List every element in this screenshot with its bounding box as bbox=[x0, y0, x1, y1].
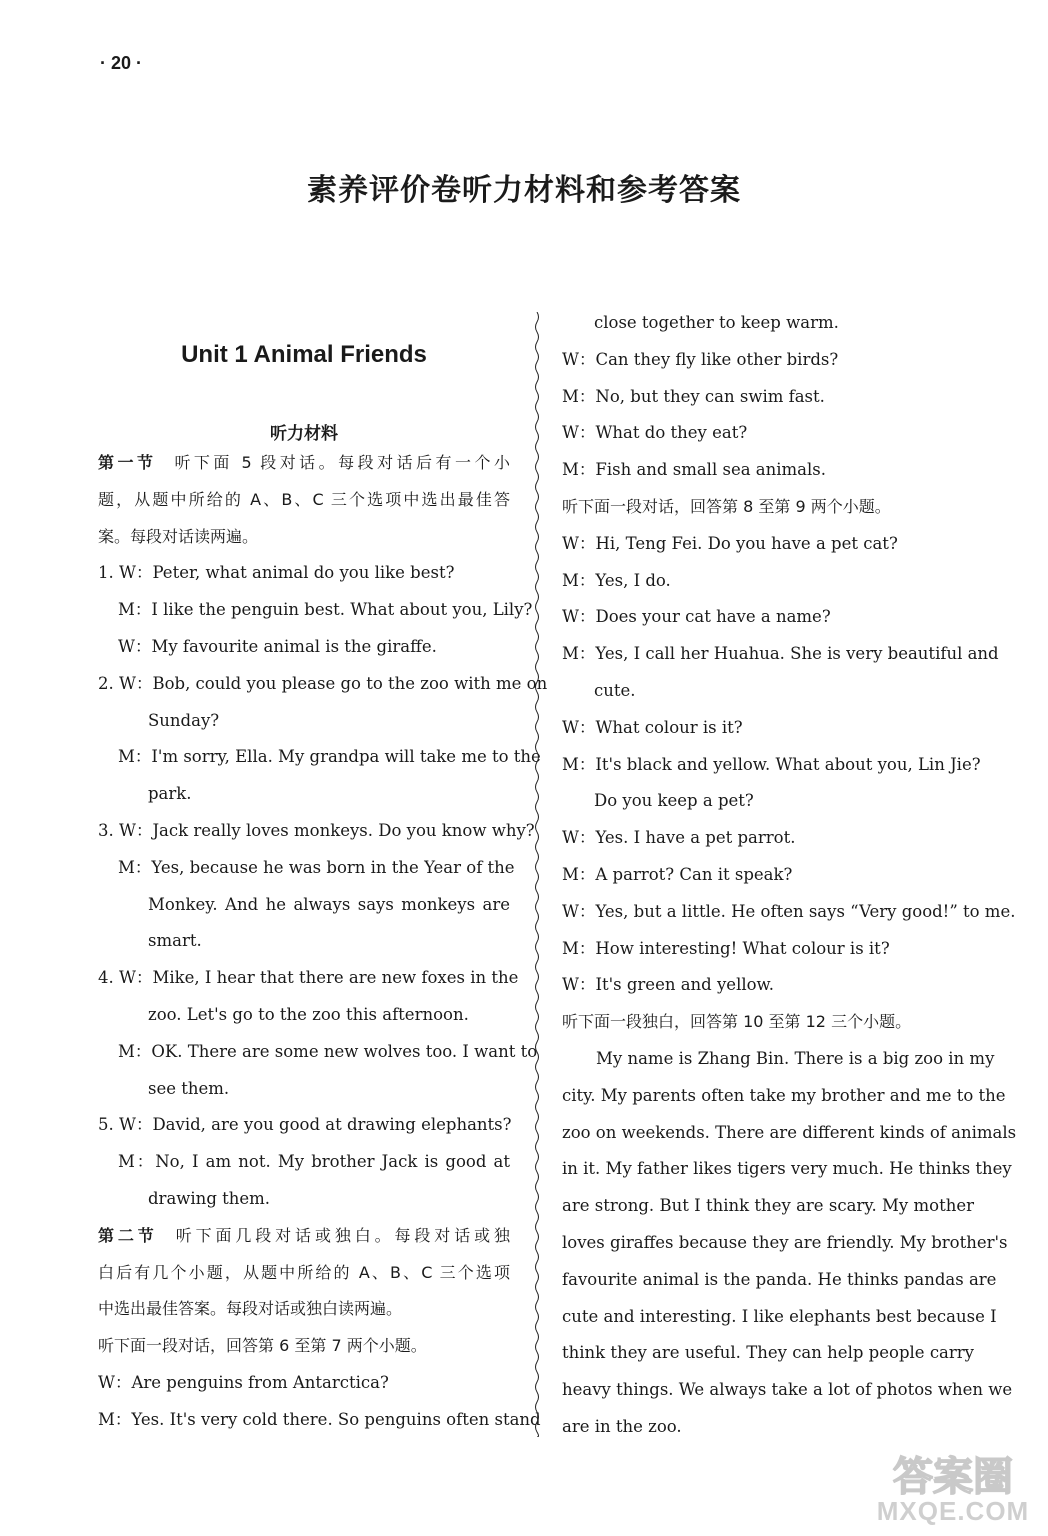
dialogue-line: W：Yes, but a little. He often says “Very good!” to me. bbox=[562, 901, 1016, 921]
monologue-line: favourite animal is the panda. He thinks pandas are bbox=[562, 1269, 997, 1289]
dialogue-line: M：Yes, I do. bbox=[562, 570, 671, 590]
monologue-line: city. My parents often take my brother and me to the bbox=[562, 1085, 1006, 1105]
dialogue-line: 2. W：Bob, could you please go to the zoo with me on bbox=[98, 673, 548, 693]
section-label: 第一节 bbox=[98, 453, 157, 472]
left-column bbox=[98, 305, 548, 1439]
instruction-line: 听下面一段对话，回答第 8 至第 9 两个小题。 bbox=[562, 496, 891, 516]
dialogue-line: 4. W：Mike, I hear that there are new foxes in the bbox=[98, 968, 519, 988]
dialogue-line: M：OK. There are some new wolves too. I want to bbox=[118, 1041, 538, 1061]
dialogue-line: M：No, I am not. My brother Jack is good at bbox=[118, 1152, 510, 1172]
dialogue-line: M：It's black and yellow. What about you, Lin Jie? bbox=[562, 754, 981, 774]
monologue-line: think they are useful. They can help people carry bbox=[562, 1343, 974, 1363]
dialogue-line: W：What colour is it? bbox=[562, 717, 743, 737]
dialogue-line: close together to keep warm. bbox=[594, 313, 839, 332]
watermark-logo bbox=[868, 1452, 1038, 1532]
monologue-line: My name is Zhang Bin. There is a big zoo in my bbox=[596, 1048, 995, 1068]
dialogue-line: park. bbox=[148, 784, 192, 804]
instruction-line: 第一节 听下面 5 段对话。每段对话后有一个小 bbox=[98, 453, 510, 472]
dialogue-line: M：No, but they can swim fast. bbox=[562, 386, 825, 406]
watermark-text: MXQE.COM bbox=[876, 1496, 1030, 1526]
dialogue-line: M：Fish and small sea animals. bbox=[562, 460, 827, 480]
dialogue-line: Do you keep a pet? bbox=[594, 791, 754, 811]
svg-text:答案圈: 答案圈 bbox=[893, 1454, 1013, 1500]
dialogue-line: W：Hi, Teng Fei. Do you have a pet cat? bbox=[562, 533, 898, 553]
dialogue-line: W：What do they eat? bbox=[562, 423, 748, 443]
dialogue-line: cute. bbox=[594, 680, 636, 700]
dialogue-line: W：Can they fly like other birds? bbox=[562, 349, 839, 369]
dialogue-line: W：It's green and yellow. bbox=[562, 975, 774, 995]
monologue-line: are strong. But I think they are scary. My mother bbox=[562, 1196, 974, 1216]
unit-title: Unit 1 Animal Friends bbox=[181, 341, 427, 368]
page-number: · 20 · bbox=[100, 53, 143, 73]
dialogue-line: drawing them. bbox=[148, 1188, 271, 1208]
dialogue-line: smart. bbox=[148, 931, 202, 951]
dialogue-line: M：Yes, because he was born in the Year of the bbox=[118, 857, 515, 877]
dialogue-line: W：Are penguins from Antarctica? bbox=[98, 1372, 389, 1392]
instruction-line: 听下面一段对话，回答第 6 至第 7 两个小题。 bbox=[98, 1336, 427, 1356]
monologue-line: heavy things. We always take a lot of photos when we bbox=[562, 1380, 1013, 1400]
dialogue-line: see them. bbox=[148, 1078, 230, 1098]
dialogue-line: M：A parrot? Can it speak? bbox=[562, 864, 793, 884]
instruction-line: 中选出最佳答案。每段对话或独白读两遍。 bbox=[98, 1299, 403, 1319]
instruction-line: 白后有几个小题，从题中所给的 A、B、C 三个选项 bbox=[98, 1262, 510, 1282]
monologue-line: loves giraffes because they are friendly. My brother's bbox=[562, 1232, 1008, 1252]
dialogue-line: M：Yes. It's very cold there. So penguins often stand bbox=[98, 1409, 541, 1429]
dialogue-line: M：I'm sorry, Ella. My grandpa will take me to the bbox=[118, 747, 541, 767]
dialogue-line: W：My favourite animal is the giraffe. bbox=[118, 636, 437, 656]
column-divider bbox=[533, 312, 541, 1437]
instruction-line: 第二节 听下面几段对话或独白。每段对话或独 bbox=[98, 1225, 510, 1245]
watermark-glyphs-icon bbox=[868, 1452, 1038, 1500]
right-column bbox=[562, 305, 1017, 1446]
dialogue-line: 1. W：Peter, what animal do you like best? bbox=[98, 563, 455, 583]
dialogue-line: M：Yes, I call her Huahua. She is very beautiful and bbox=[562, 644, 999, 664]
section-label: 第二节 bbox=[98, 1225, 158, 1245]
dialogue-line: 3. W：Jack really loves monkeys. Do you know why? bbox=[98, 820, 535, 840]
monologue-line: are in the zoo. bbox=[562, 1416, 682, 1436]
dialogue-line: M：I like the penguin best. What about you, Lily? bbox=[118, 600, 533, 620]
page-title: 素养评价卷听力材料和参考答案 bbox=[307, 173, 741, 208]
dialogue-line: Monkey. And he always says monkeys are bbox=[148, 894, 510, 914]
instruction-line: 听下面一段独白，回答第 10 至第 12 三个小题。 bbox=[562, 1012, 912, 1032]
section-title: 听力材料 bbox=[270, 424, 338, 444]
dialogue-line: Sunday? bbox=[148, 710, 220, 730]
dialogue-line: 5. W：David, are you good at drawing elephants? bbox=[98, 1115, 512, 1135]
dialogue-line: W：Does your cat have a name? bbox=[562, 607, 831, 627]
dialogue-line: W：Yes. I have a pet parrot. bbox=[562, 828, 796, 848]
instruction-line: 题，从题中所给的 A、B、C 三个选项中选出最佳答 bbox=[98, 489, 510, 509]
instruction-line: 案。每段对话读两遍。 bbox=[98, 526, 259, 546]
monologue-line: cute and interesting. I like elephants best because I bbox=[562, 1306, 997, 1326]
dialogue-line: M：How interesting! What colour is it? bbox=[562, 938, 890, 958]
monologue-line: in it. My father likes tigers very much. He thinks they bbox=[562, 1159, 1012, 1179]
dialogue-line: zoo. Let's go to the zoo this afternoon. bbox=[148, 1004, 469, 1024]
monologue-line: zoo on weekends. There are different kinds of animals bbox=[562, 1122, 1017, 1142]
